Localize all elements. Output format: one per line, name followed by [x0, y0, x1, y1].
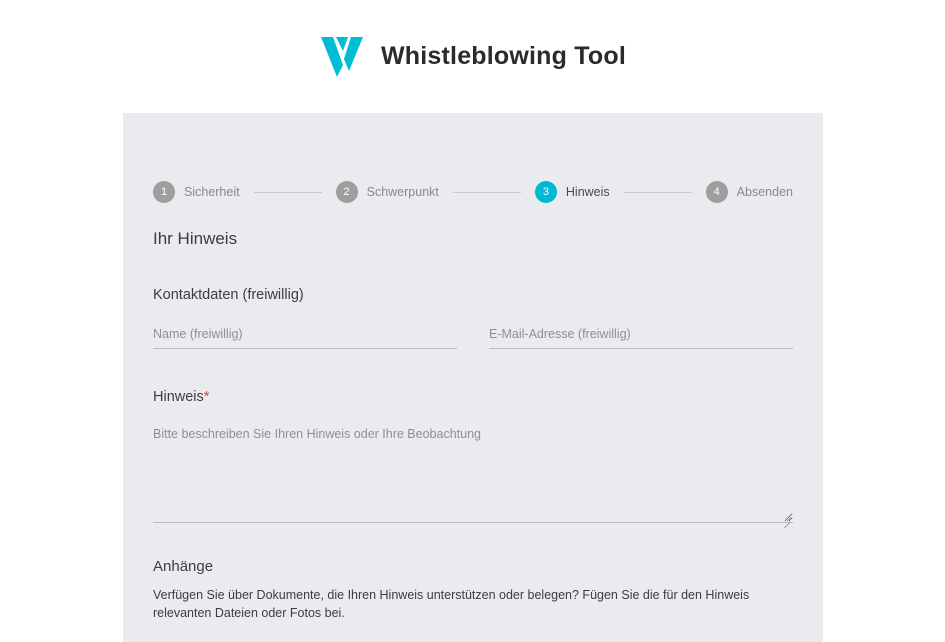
stepper-step-sicherheit[interactable]	[153, 181, 240, 203]
step-label-4: Absenden	[736, 185, 793, 199]
form-body	[123, 229, 823, 622]
stepper-connector-2	[453, 192, 521, 193]
app-header	[0, 0, 945, 113]
hint-label	[153, 389, 793, 405]
attachments-title: Anhänge	[153, 558, 214, 575]
app-title: Whistleblowing Tool	[381, 42, 626, 70]
whistleblowing-w-logo-icon	[319, 35, 367, 79]
step-label-1: Sicherheit	[184, 185, 240, 199]
stepper-step-schwerpunkt[interactable]	[336, 181, 439, 203]
attachments-description: Verfügen Sie über Dokumente, die Ihren Hinweis unterstützen oder belegen? Fügen Sie die für den Hinweis relevanten Dateien oder Fotos bei.	[153, 588, 750, 620]
hint-textarea-wrapper	[153, 427, 793, 528]
email-field-wrapper	[489, 325, 793, 349]
stepper-step-hinweis[interactable]	[535, 181, 610, 203]
step-label-3: Hinweis	[565, 185, 610, 199]
contact-section-title: Kontaktdaten (freiwillig)	[153, 287, 304, 303]
required-marker: *	[203, 389, 210, 405]
stepper-step-absenden[interactable]	[706, 181, 793, 203]
step-number-3: 3	[535, 181, 557, 203]
stepper-connector-3	[624, 192, 692, 193]
hint-label-text: Hinweis	[153, 389, 204, 405]
stepper	[123, 113, 823, 203]
page-title: Ihr Hinweis	[153, 229, 238, 248]
step-number-4: 4	[706, 181, 728, 203]
name-input[interactable]	[153, 325, 457, 349]
stepper-connector-1	[254, 192, 322, 193]
step-number-2: 2	[336, 181, 358, 203]
step-label-2: Schwerpunkt	[366, 185, 439, 199]
step-number-1: 1	[153, 181, 175, 203]
email-input[interactable]	[489, 325, 793, 349]
name-field-wrapper	[153, 325, 457, 349]
contact-field-row	[153, 325, 793, 349]
form-panel	[123, 113, 823, 642]
hint-textarea[interactable]	[153, 427, 793, 523]
